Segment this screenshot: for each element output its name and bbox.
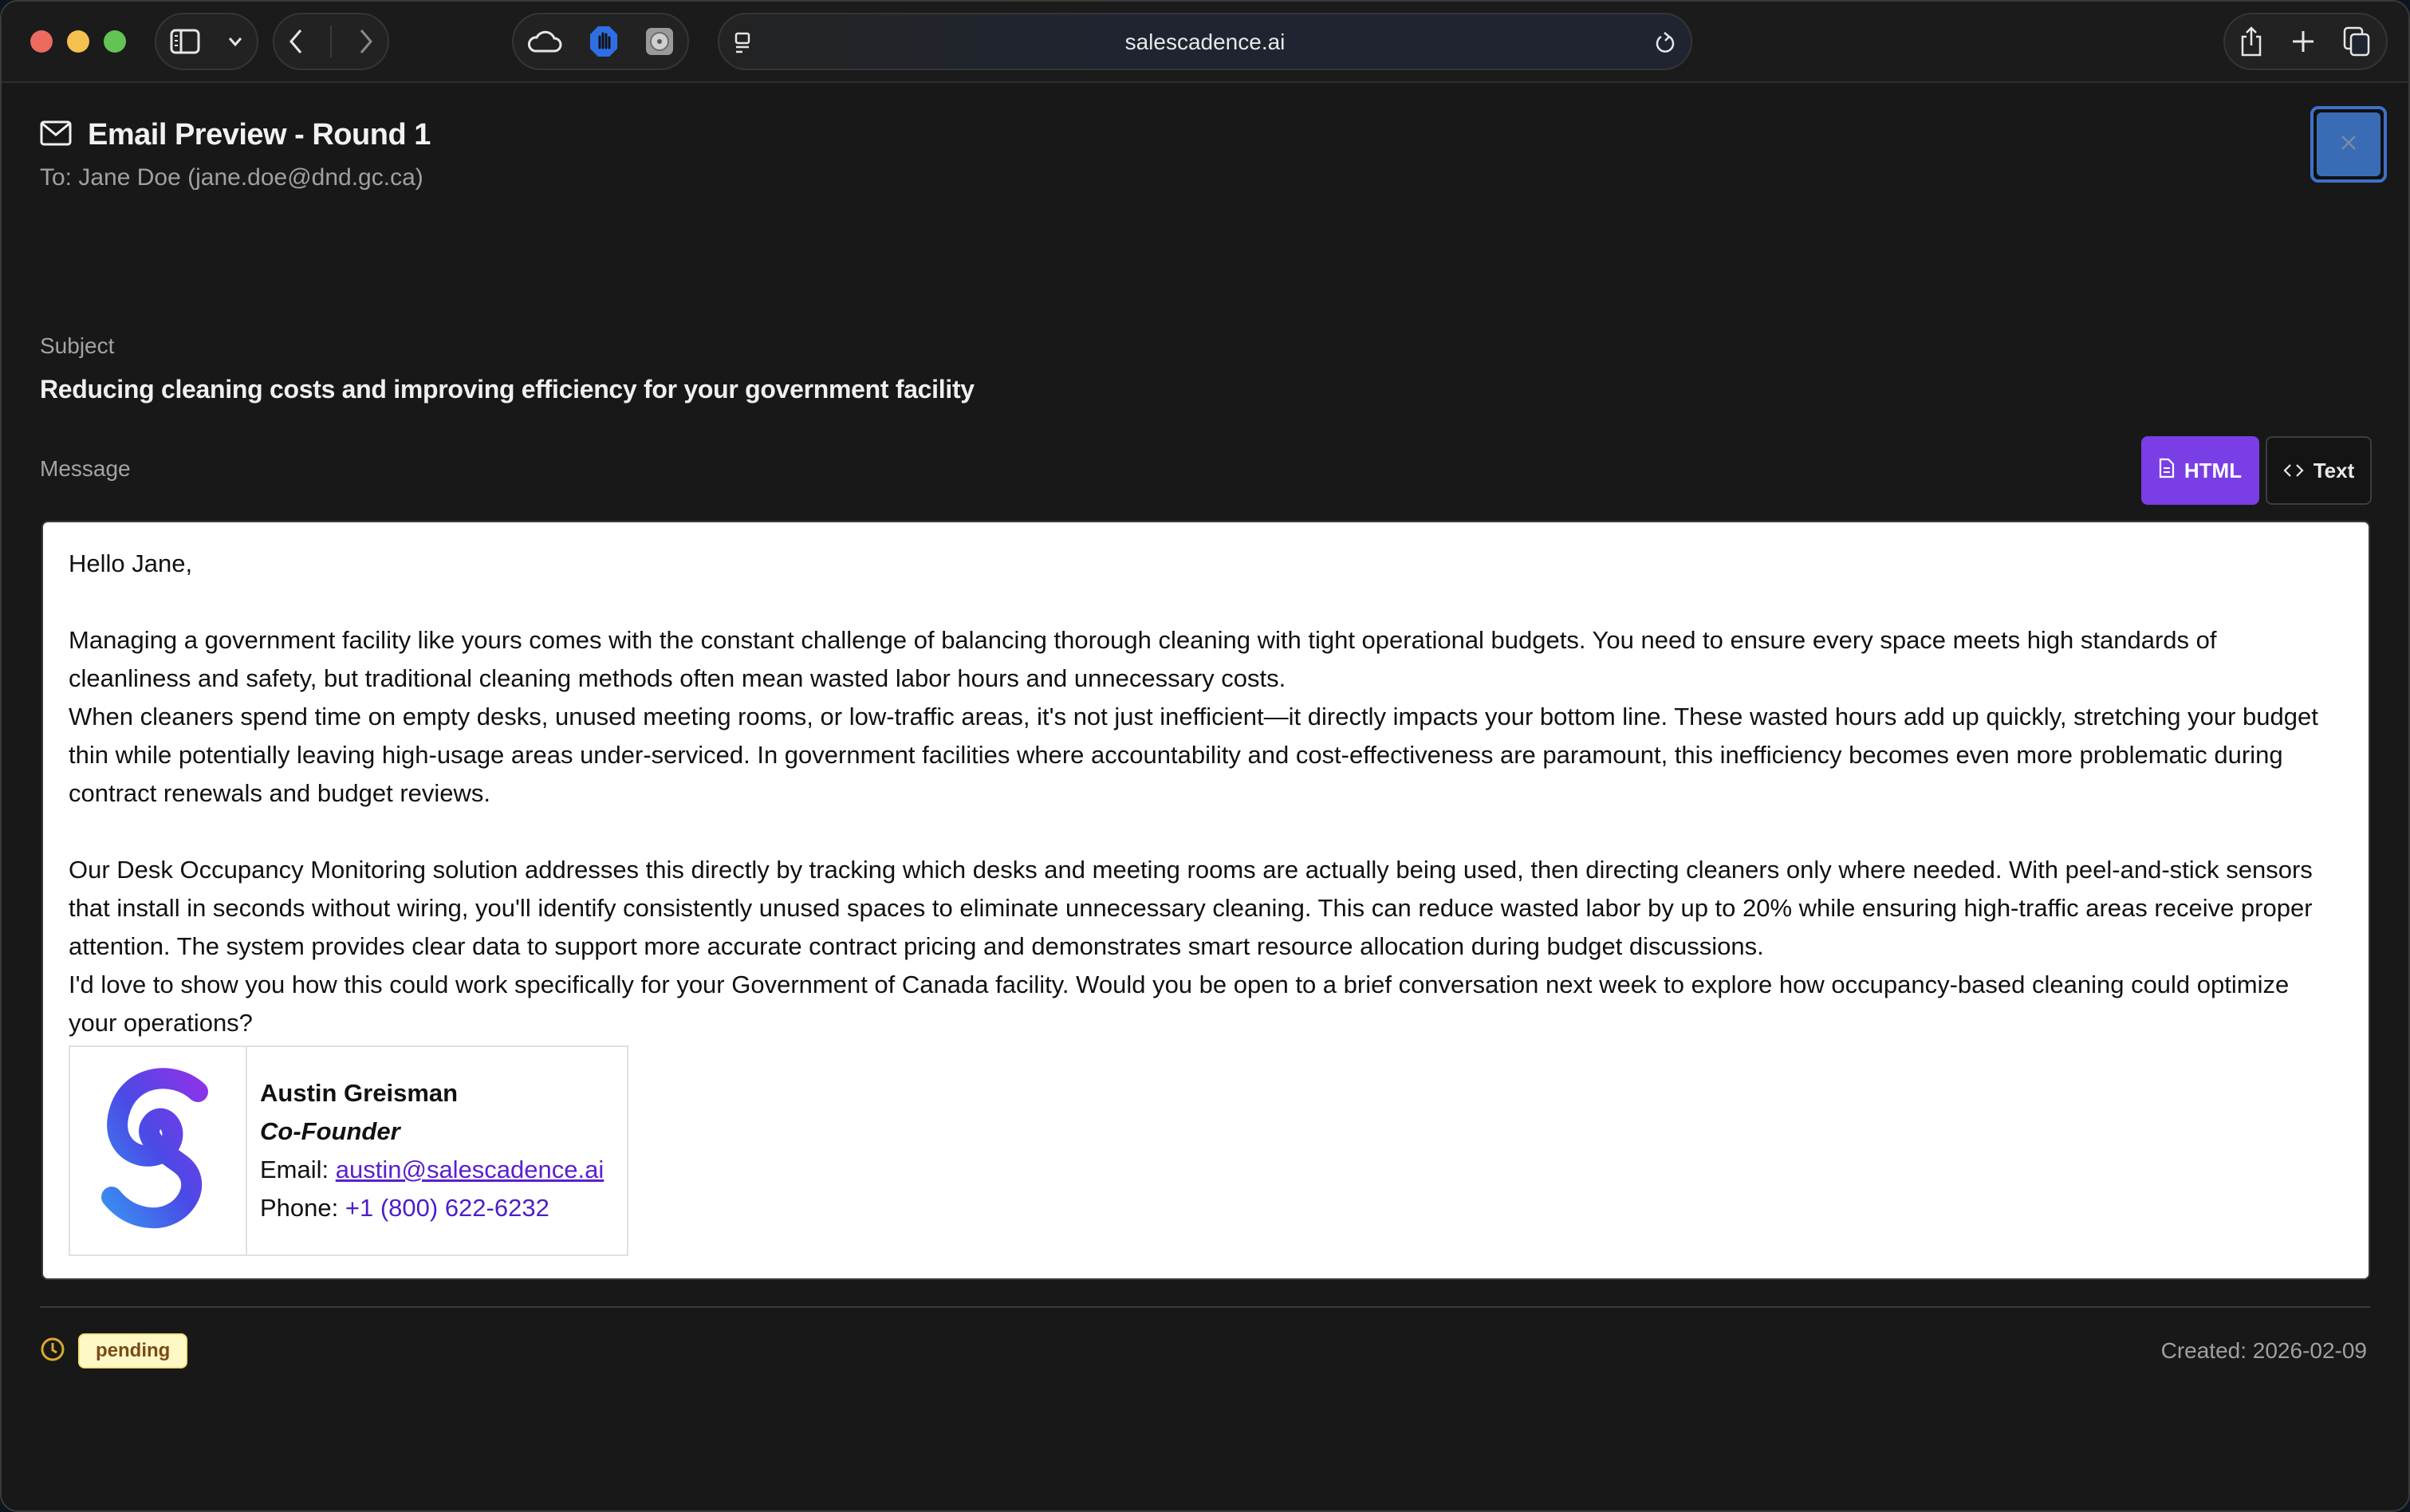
email-paragraph: Managing a government facility like yours comes with the constant challenge of balancing thorough cleaning with tight operational budgets. You need to ensure every space meets high standards of cleanliness and safety, but traditional cleaning methods often mean wasted labor hours and unnecessary costs. bbox=[69, 626, 2217, 692]
salescadence-logo-icon bbox=[94, 1207, 222, 1234]
forward-icon[interactable] bbox=[358, 28, 374, 55]
mail-icon bbox=[40, 120, 72, 150]
signature-email-row bbox=[260, 1151, 614, 1189]
email-paragraph: I'd love to show you how this could work specifically for your Government of Canada facility. Would you be open to a brief conversation next week to explore how occupancy-based cleaning could optimize your operations? bbox=[69, 971, 2290, 1037]
status-badge: pending bbox=[78, 1333, 187, 1368]
status-row bbox=[40, 1333, 187, 1368]
close-icon bbox=[2340, 134, 2357, 156]
window-actions-group bbox=[2223, 13, 2388, 70]
tabs-overview-icon[interactable] bbox=[2343, 26, 2372, 57]
subject-value: Reducing cleaning costs and improving efficiency for your government facility bbox=[40, 375, 975, 404]
signature-phone-row bbox=[260, 1189, 614, 1227]
signature-email-link[interactable]: austin@salescadence.ai bbox=[335, 1156, 604, 1183]
email-signature bbox=[69, 1045, 628, 1256]
address-bar[interactable] bbox=[718, 13, 1692, 70]
reload-icon[interactable] bbox=[1654, 30, 1676, 60]
navigation-group bbox=[273, 13, 389, 70]
email-preview-dialog bbox=[2, 83, 2408, 1510]
nav-divider bbox=[330, 26, 332, 57]
zoom-window-button[interactable] bbox=[104, 30, 126, 53]
email-body-preview bbox=[41, 521, 2370, 1280]
dialog-header bbox=[40, 118, 431, 152]
icloud-icon[interactable] bbox=[527, 30, 562, 53]
footer-divider bbox=[40, 1306, 2370, 1308]
minimize-window-button[interactable] bbox=[67, 30, 89, 53]
signature-role: Co-Founder bbox=[260, 1117, 400, 1145]
document-icon bbox=[2159, 458, 2175, 484]
signature-logo-cell bbox=[69, 1046, 246, 1255]
share-icon[interactable] bbox=[2239, 26, 2263, 57]
subject-label: Subject bbox=[40, 333, 115, 358]
email-paragraph: When cleaners spend time on empty desks, unused meeting rooms, or low-traffic areas, it's not just inefficient—it directly impacts your bottom line. These wasted hours add up quickly, stretching your budget thin while potentially leaving high-usage areas under-serviced. In government facilities where accountability and cost-effectiveness are paramount, this inefficiency becomes even more problematic during contract renewals and budget reviews. bbox=[69, 703, 2318, 807]
new-tab-icon[interactable] bbox=[2291, 30, 2315, 53]
email-greeting: Hello Jane, bbox=[69, 549, 193, 577]
signature-email-label: Email: bbox=[260, 1156, 336, 1183]
signature-phone-link[interactable]: +1 (800) 622-6232 bbox=[345, 1194, 549, 1222]
signature-phone-label: Phone: bbox=[260, 1194, 345, 1222]
close-dialog-button[interactable] bbox=[2310, 106, 2387, 183]
extension-icon[interactable] bbox=[645, 27, 674, 56]
html-format-label: HTML bbox=[2184, 458, 2243, 482]
signature-info-cell bbox=[246, 1046, 628, 1255]
html-format-button[interactable] bbox=[2141, 436, 2259, 505]
sidebar-icon[interactable] bbox=[170, 29, 200, 54]
signature-name: Austin Greisman bbox=[260, 1079, 459, 1107]
message-label: Message bbox=[40, 456, 131, 481]
browser-toolbar bbox=[2, 2, 2408, 83]
close-window-button[interactable] bbox=[30, 30, 53, 53]
clock-icon bbox=[40, 1337, 65, 1366]
extensions-group bbox=[512, 13, 689, 70]
text-format-label: Text bbox=[2313, 458, 2355, 482]
created-date: Created: 2026-02-09 bbox=[2160, 1338, 2367, 1363]
code-icon bbox=[2283, 459, 2304, 483]
text-format-button[interactable] bbox=[2266, 436, 2372, 505]
email-paragraph: Our Desk Occupancy Monitoring solution addresses this directly by tracking which desks and meeting rooms are actually being used, then directing cleaners only where needed. With peel-and-stick sensors that install in seconds without wiring, you'll identify consistently unused spaces to eliminate unnecessary cleaning. This can reduce wasted labor by up to 20% while ensuring high-traffic areas receive proper attention. The system provides clear data to support more accurate contract pricing and demonstrates smart resource allocation during budget discussions. bbox=[69, 856, 2313, 960]
sidebar-toggle-group bbox=[155, 13, 258, 70]
url-text[interactable]: salescadence.ai bbox=[1124, 30, 1286, 54]
recipient-line: To: Jane Doe (jane.doe@dnd.gc.ca) bbox=[40, 164, 423, 191]
chevron-down-icon[interactable] bbox=[227, 36, 243, 47]
back-icon[interactable] bbox=[288, 28, 304, 55]
adblock-hand-icon[interactable] bbox=[589, 26, 618, 57]
dialog-title: Email Preview - Round 1 bbox=[88, 118, 431, 152]
